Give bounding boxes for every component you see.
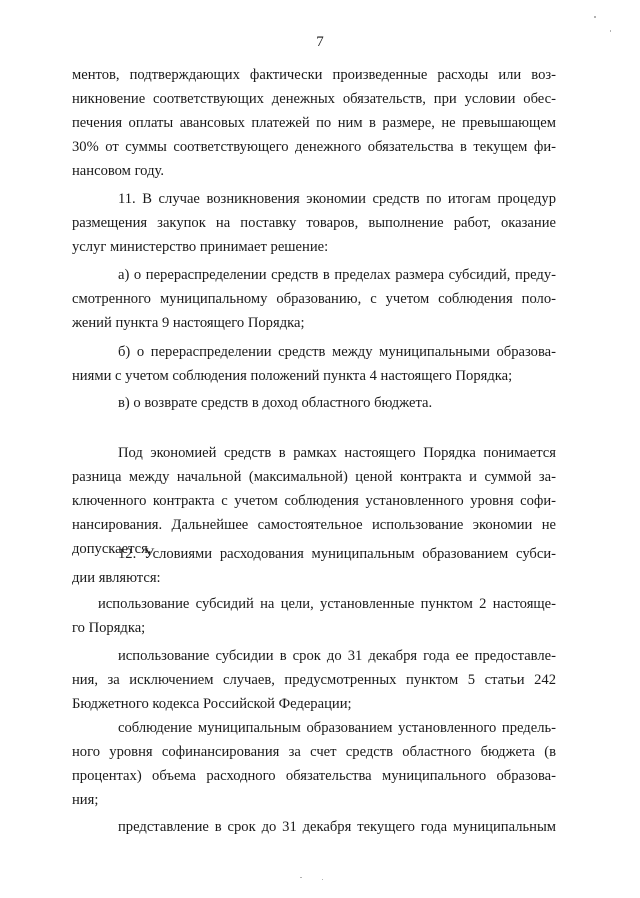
text-line: ниями с учетом соблюдения положений пункта 4 настоящего Порядка; bbox=[72, 368, 513, 384]
text-line: 12. Условиями расходования муниципальным образованием субси- bbox=[118, 546, 556, 562]
text-line: ментов, подтверждающих фактически произведенные расходы или воз- bbox=[72, 67, 556, 83]
text-line: ния, за исключением случаев, предусмотренных пунктом 5 статьи 242 bbox=[72, 672, 556, 688]
text-line: а) о перераспределении средств в пределах размера субсидий, преду- bbox=[118, 267, 556, 283]
paragraph-subitem-b bbox=[72, 340, 556, 388]
page-number: 7 bbox=[316, 34, 324, 50]
text-line: смотренного муниципальному образованию, с учетом соблюдения поло- bbox=[72, 291, 556, 307]
scan-speck bbox=[300, 877, 302, 878]
text-line: использование субсидий на цели, установленные пунктом 2 настояще- bbox=[98, 596, 556, 612]
paragraph-subitem-a bbox=[72, 263, 556, 335]
text-line: размещения закупок на поставку товаров, выполнение работ, оказание bbox=[72, 215, 556, 231]
text-line: 30% от суммы соответствующего денежного обязательства в текущем фи- bbox=[72, 139, 556, 155]
paragraph-condition-purpose bbox=[72, 592, 556, 640]
text-line: б) о перераспределении средств между муниципальными образова- bbox=[118, 344, 556, 360]
text-line: нансирования. Дальнейшее самостоятельное использование экономии не bbox=[72, 517, 556, 533]
text-line: нансовом году. bbox=[72, 163, 164, 179]
text-line: процентах) объема расходного обязательства муниципального образова- bbox=[72, 768, 556, 784]
text-line: никновение соответствующих денежных обязательств, при условии обес- bbox=[72, 91, 556, 107]
text-line: Под экономией средств в рамках настоящего Порядка понимается bbox=[118, 445, 556, 461]
text-line: ния; bbox=[72, 792, 99, 808]
text-line: печения оплаты авансовых платежей по ним в размере, не превышающем bbox=[72, 115, 556, 131]
text-line: дии являются: bbox=[72, 570, 161, 586]
text-line: в) о возврате средств в доход областного бюджета. bbox=[118, 395, 433, 411]
text-line: соблюдение муниципальным образованием установленного предель- bbox=[118, 720, 556, 736]
scan-speck bbox=[610, 30, 611, 32]
paragraph-item-11 bbox=[72, 187, 556, 259]
paragraph-subitem-v bbox=[72, 391, 556, 415]
text-line: использование субсидии в срок до 31 декабря года ее предоставле- bbox=[118, 648, 556, 664]
text-line: жений пункта 9 настоящего Порядка; bbox=[72, 315, 305, 331]
paragraph-condition-deadline bbox=[72, 644, 556, 716]
scan-speck bbox=[322, 879, 323, 880]
text-line: допускается. bbox=[72, 541, 152, 557]
paragraph-condition-reporting bbox=[72, 815, 556, 839]
text-line: 11. В случае возникновения экономии средств по итогам процедур bbox=[118, 191, 556, 207]
paragraph-continuation bbox=[72, 63, 556, 183]
text-line: го Порядка; bbox=[72, 620, 146, 636]
text-line: Бюджетного кодекса Российской Федерации; bbox=[72, 696, 352, 712]
text-line: услуг министерство принимает решение: bbox=[72, 239, 329, 255]
text-line: представление в срок до 31 декабря текущего года муниципальным bbox=[118, 819, 556, 835]
text-line: разница между начальной (максимальной) ценой контракта и суммой за- bbox=[72, 469, 556, 485]
text-line: ключенного контракта с учетом соблюдения установленного уровня софи- bbox=[72, 493, 556, 509]
text-line: ного уровня софинансирования за счет средств областного бюджета (в bbox=[72, 744, 556, 760]
paragraph-item-12 bbox=[72, 542, 556, 590]
scan-speck bbox=[594, 16, 596, 18]
paragraph-condition-cofinancing bbox=[72, 716, 556, 812]
